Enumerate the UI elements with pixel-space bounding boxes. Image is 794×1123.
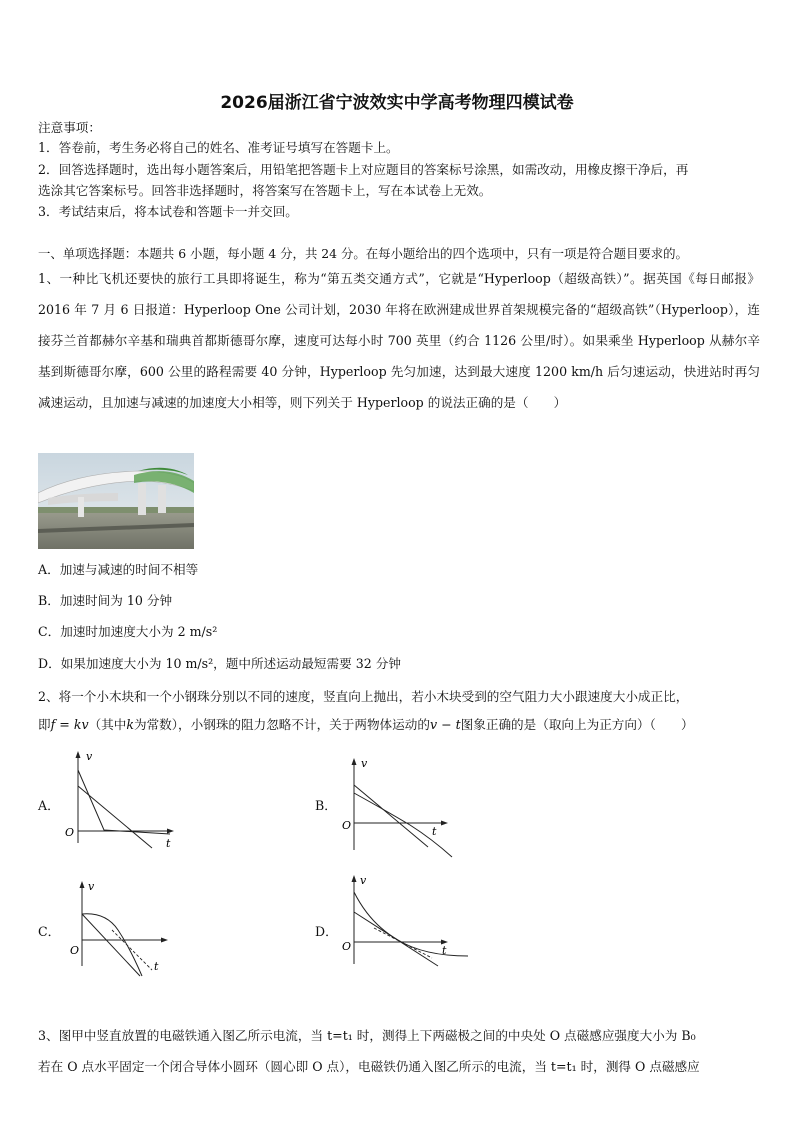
notice-item-2: 2．回答选择题时，选出每小题答案后，用铅笔把答题卡上对应题目的答案标号涂黑，如需改动，用橡皮擦干净后，再 xyxy=(38,162,689,177)
svg-text:v: v xyxy=(88,880,95,893)
svg-text:v: v xyxy=(361,757,368,770)
graph-a-label: A． xyxy=(38,798,60,813)
svg-text:v: v xyxy=(86,750,93,763)
question-2-line-1: 2、将一个小木块和一个小钢珠分别以不同的速度，竖直向上抛出，若小木块受到的空气阻力大小跟速度大小成正比， xyxy=(38,689,689,704)
graph-d-label: D． xyxy=(315,924,338,939)
formula-f-kv: f = kv xyxy=(50,717,89,732)
notice-heading: 注意事项： xyxy=(38,120,101,135)
q1-option-a: A．加速与减速的时间不相等 xyxy=(38,562,199,577)
svg-text:O: O xyxy=(70,944,80,957)
svg-text:O: O xyxy=(65,826,75,839)
notice-item-1: 1．答卷前，考生务必将自己的姓名、准考证号填写在答题卡上。 xyxy=(38,140,399,155)
svg-text:t: t xyxy=(154,960,159,973)
svg-text:t: t xyxy=(442,944,447,957)
section-heading: 一、单项选择题：本题共 6 小题，每小题 4 分，共 24 分。在每小题给出的四个选项中，只有一项是符合题目要求的。 xyxy=(38,246,688,261)
question-3-line-1: 3、图甲中竖直放置的电磁铁通入图乙所示电流，当 t=t₁ 时，测得上下两磁极之间的中央处 O 点磁感应强度大小为 B₀ xyxy=(38,1028,696,1043)
svg-text:O: O xyxy=(342,819,352,832)
graph-b-label: B． xyxy=(315,798,337,813)
graph-a xyxy=(62,748,182,853)
q1-option-d: D．如果加速度大小为 10 m/s²，题中所述运动最短需要 32 分钟 xyxy=(38,656,401,671)
notice-item-3: 3．考试结束后，将本试卷和答题卡一并交回。 xyxy=(38,204,298,219)
svg-text:v: v xyxy=(360,874,367,887)
question-3-line-2: 若在 O 点水平固定一个闭合导体小圆环（圆心即 O 点），电磁铁仍通入图乙所示的电流，当 t=t₁ 时，测得 O 点磁感应 xyxy=(38,1059,700,1074)
notice-item-2-cont: 选涂其它答案标号。回答非选择题时，将答案写在答题卡上，写在本试卷上无效。 xyxy=(38,183,492,198)
graph-b xyxy=(340,755,460,860)
question-1-stem: 1、一种比飞机还要快的旅行工具即将诞生，称为“第五类交通方式”，它就是“Hyperloop（超级高铁）”。据英国《每日邮报》2016 年 7 月 6 日报道：Hyperloop One 公司计划，2030 年将在欧洲建成世界首架规模完备的“超级高铁”（Hyperloop），连接芬兰首都赫尔辛基和瑞典首都斯德哥尔摩，速度可达每小时 700 英里（约合 1126 公里/时）。如果乘坐 Hyperloop 从赫尔辛基到斯德哥尔摩，600 公里的路程需要 40 分钟，Hyperloop 先匀加速，达到最大速度 1200 km/h 后匀速运动，快进站时再匀减速运动，且加速与减速的加速度大小相等，则下列关于 Hyperloop 的说法正确的是（ ） xyxy=(38,271,760,410)
svg-text:O: O xyxy=(342,940,352,953)
graph-c xyxy=(68,878,178,978)
hyperloop-photo xyxy=(38,453,194,549)
question-2-line-2: 即f = kv（其中k为常数），小钢珠的阻力忽略不计，关于两物体运动的v − t图象正确的是（取向上为正方向）（ ） xyxy=(38,717,694,732)
graph-d xyxy=(340,872,472,972)
graph-c-label: C． xyxy=(38,924,61,939)
q1-option-c: C．加速时加速度大小为 2 m/s² xyxy=(38,624,218,639)
svg-text:t: t xyxy=(432,825,437,838)
page-title: 2026届浙江省宁波效实中学高考物理四模试卷 xyxy=(220,93,574,113)
svg-text:t: t xyxy=(166,837,171,850)
q1-option-b: B．加速时间为 10 分钟 xyxy=(38,593,173,608)
